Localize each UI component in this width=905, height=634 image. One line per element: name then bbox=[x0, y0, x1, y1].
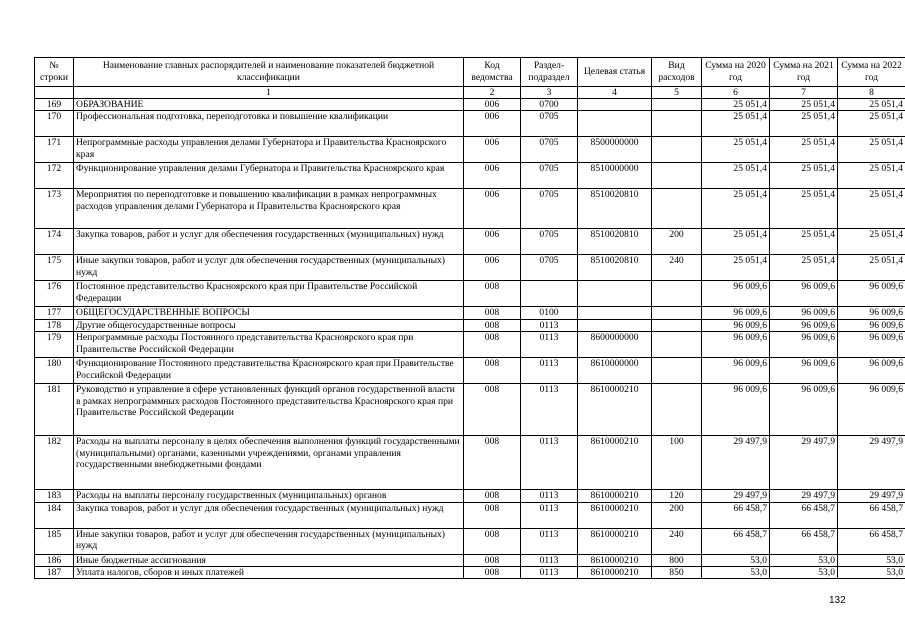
column-number: 6 bbox=[702, 87, 770, 99]
sum-2020-cell: 29 497,9 bbox=[702, 490, 770, 502]
name-cell: Иные бюджетные ассигнования bbox=[74, 554, 464, 566]
sum-2022-cell: 96 009,6 bbox=[838, 358, 905, 384]
section-cell: 0113 bbox=[521, 319, 578, 331]
column-number: 8 bbox=[838, 87, 905, 99]
table-row bbox=[35, 255, 905, 281]
sum-2021-cell: 96 009,6 bbox=[770, 384, 838, 436]
department-code-cell: 008 bbox=[464, 554, 521, 566]
expense-type-cell bbox=[652, 137, 702, 163]
sum-2021-cell: 96 009,6 bbox=[770, 319, 838, 331]
row-number-cell: 183 bbox=[35, 490, 74, 502]
sum-2022-cell: 96 009,6 bbox=[838, 307, 905, 319]
expense-type-cell bbox=[652, 189, 702, 229]
sum-2021-cell: 53,0 bbox=[770, 554, 838, 566]
target-article-cell bbox=[578, 319, 652, 331]
column-number: 5 bbox=[652, 87, 702, 99]
department-code-cell: 008 bbox=[464, 567, 521, 579]
page-number: 132 bbox=[829, 595, 846, 606]
target-article-cell: 8610000210 bbox=[578, 384, 652, 436]
sum-2022-cell: 53,0 bbox=[838, 567, 905, 579]
table-header bbox=[35, 58, 905, 99]
sum-2022-cell: 25 051,4 bbox=[838, 163, 905, 189]
name-cell: Функционирование Постоянного представительства Красноярского края при Правительстве Российской Федерации bbox=[74, 358, 464, 384]
row-number-cell: 173 bbox=[35, 189, 74, 229]
department-code-cell: 006 bbox=[464, 163, 521, 189]
sum-2021-cell: 96 009,6 bbox=[770, 281, 838, 307]
sum-2021-cell: 96 009,6 bbox=[770, 358, 838, 384]
target-article-cell bbox=[578, 307, 652, 319]
target-article-cell: 8610000210 bbox=[578, 554, 652, 566]
name-cell: Закупка товаров, работ и услуг для обеспечения государственных (муниципальных) нужд bbox=[74, 502, 464, 528]
section-cell: 0705 bbox=[521, 137, 578, 163]
table-row bbox=[35, 358, 905, 384]
sum-2022-cell: 29 497,9 bbox=[838, 436, 905, 490]
expense-type-cell: 240 bbox=[652, 528, 702, 554]
name-cell: Непрограммные расходы управления делами Губернатора и Правительства Красноярского края bbox=[74, 137, 464, 163]
expense-type-cell bbox=[652, 111, 702, 137]
target-article-cell: 8510020810 bbox=[578, 255, 652, 281]
header-department-code: Код ведомства bbox=[464, 58, 521, 87]
table-row bbox=[35, 554, 905, 566]
table-row bbox=[35, 307, 905, 319]
expense-type-cell bbox=[652, 319, 702, 331]
header-sum-2021: Сумма на 2021 год bbox=[770, 58, 838, 87]
name-cell: Иные закупки товаров, работ и услуг для обеспечения государственных (муниципальных) нужд bbox=[74, 255, 464, 281]
row-number-cell: 170 bbox=[35, 111, 74, 137]
sum-2022-cell: 96 009,6 bbox=[838, 319, 905, 331]
sum-2021-cell: 96 009,6 bbox=[770, 307, 838, 319]
table-body bbox=[35, 99, 905, 579]
target-article-cell: 8510020810 bbox=[578, 229, 652, 255]
row-number-cell: 177 bbox=[35, 307, 74, 319]
section-cell: 0113 bbox=[521, 358, 578, 384]
section-cell: 0113 bbox=[521, 528, 578, 554]
name-cell: ОБЩЕГОСУДАРСТВЕННЫЕ ВОПРОСЫ bbox=[74, 307, 464, 319]
sum-2021-cell: 25 051,4 bbox=[770, 163, 838, 189]
expense-type-cell bbox=[652, 163, 702, 189]
sum-2020-cell: 66 458,7 bbox=[702, 528, 770, 554]
row-number-cell: 178 bbox=[35, 319, 74, 331]
row-number-cell: 185 bbox=[35, 528, 74, 554]
table-row bbox=[35, 567, 905, 579]
sum-2020-cell: 25 051,4 bbox=[702, 229, 770, 255]
table-row bbox=[35, 229, 905, 255]
expense-type-cell bbox=[652, 358, 702, 384]
department-code-cell: 008 bbox=[464, 384, 521, 436]
sum-2020-cell: 53,0 bbox=[702, 554, 770, 566]
target-article-cell: 8610000210 bbox=[578, 502, 652, 528]
expense-type-cell: 240 bbox=[652, 255, 702, 281]
row-number-cell: 171 bbox=[35, 137, 74, 163]
sum-2020-cell: 96 009,6 bbox=[702, 332, 770, 358]
sum-2022-cell: 96 009,6 bbox=[838, 332, 905, 358]
table-row bbox=[35, 189, 905, 229]
table-row bbox=[35, 137, 905, 163]
department-code-cell: 008 bbox=[464, 436, 521, 490]
expense-type-cell bbox=[652, 307, 702, 319]
name-cell: Профессиональная подготовка, переподготовка и повышение квалификации bbox=[74, 111, 464, 137]
table-row bbox=[35, 332, 905, 358]
budget-table bbox=[34, 57, 905, 579]
sum-2022-cell: 29 497,9 bbox=[838, 490, 905, 502]
sum-2021-cell: 25 051,4 bbox=[770, 99, 838, 111]
sum-2020-cell: 96 009,6 bbox=[702, 319, 770, 331]
column-number: 7 bbox=[770, 87, 838, 99]
sum-2022-cell: 66 458,7 bbox=[838, 502, 905, 528]
name-cell: Расходы на выплаты персоналу в целях обеспечения выполнения функций государственными (муниципальными) органами, казенными учреждениями, органами управления государственными внебюджетными фондами bbox=[74, 436, 464, 490]
column-number: 2 bbox=[464, 87, 521, 99]
header-section: Раздел-подраздел bbox=[521, 58, 578, 87]
sum-2022-cell: 25 051,4 bbox=[838, 189, 905, 229]
section-cell: 0100 bbox=[521, 307, 578, 319]
section-cell: 0113 bbox=[521, 384, 578, 436]
table-row bbox=[35, 111, 905, 137]
sum-2022-cell: 53,0 bbox=[838, 554, 905, 566]
department-code-cell: 008 bbox=[464, 528, 521, 554]
name-cell: Руководство и управление в сфере установленных функций органов государственной власти в рамках непрограммных расходов Постоянного представительства Красноярского края при Правительстве Российской Федерации bbox=[74, 384, 464, 436]
header-expense-type: Вид расходов bbox=[652, 58, 702, 87]
department-code-cell: 008 bbox=[464, 332, 521, 358]
department-code-cell: 008 bbox=[464, 358, 521, 384]
table-row bbox=[35, 502, 905, 528]
row-number-cell: 172 bbox=[35, 163, 74, 189]
sum-2020-cell: 25 051,4 bbox=[702, 255, 770, 281]
expense-type-cell bbox=[652, 384, 702, 436]
department-code-cell: 008 bbox=[464, 502, 521, 528]
header-name: Наименование главных распорядителей и наименование показателей бюджетной классификации bbox=[74, 58, 464, 87]
sum-2020-cell: 25 051,4 bbox=[702, 189, 770, 229]
header-target-article: Целевая статья bbox=[578, 58, 652, 87]
target-article-cell: 8510000000 bbox=[578, 163, 652, 189]
header-sum-2020: Сумма на 2020 год bbox=[702, 58, 770, 87]
department-code-cell: 006 bbox=[464, 99, 521, 111]
expense-type-cell: 100 bbox=[652, 436, 702, 490]
expense-type-cell: 800 bbox=[652, 554, 702, 566]
sum-2020-cell: 96 009,6 bbox=[702, 384, 770, 436]
sum-2022-cell: 25 051,4 bbox=[838, 229, 905, 255]
target-article-cell bbox=[578, 281, 652, 307]
sum-2021-cell: 29 497,9 bbox=[770, 436, 838, 490]
table-row bbox=[35, 281, 905, 307]
sum-2020-cell: 96 009,6 bbox=[702, 358, 770, 384]
department-code-cell: 008 bbox=[464, 490, 521, 502]
row-number-cell: 180 bbox=[35, 358, 74, 384]
section-cell: 0113 bbox=[521, 490, 578, 502]
section-cell: 0705 bbox=[521, 229, 578, 255]
department-code-cell: 006 bbox=[464, 255, 521, 281]
sum-2021-cell: 25 051,4 bbox=[770, 255, 838, 281]
target-article-cell: 8600000000 bbox=[578, 332, 652, 358]
target-article-cell bbox=[578, 99, 652, 111]
target-article-cell: 8610000000 bbox=[578, 358, 652, 384]
section-cell bbox=[521, 281, 578, 307]
column-number: 1 bbox=[74, 87, 464, 99]
header-sum-2022: Сумма на 2022 год bbox=[838, 58, 905, 87]
name-cell: Постоянное представительство Красноярского края при Правительстве Российской Федерации bbox=[74, 281, 464, 307]
name-cell: Функционирование управления делами Губернатора и Правительства Красноярского края bbox=[74, 163, 464, 189]
sum-2022-cell: 66 458,7 bbox=[838, 528, 905, 554]
target-article-cell: 8610000210 bbox=[578, 490, 652, 502]
name-cell: Закупка товаров, работ и услуг для обеспечения государственных (муниципальных) нужд bbox=[74, 229, 464, 255]
sum-2022-cell: 25 051,4 bbox=[838, 111, 905, 137]
target-article-cell: 8610000210 bbox=[578, 567, 652, 579]
sum-2021-cell: 66 458,7 bbox=[770, 528, 838, 554]
row-number-cell: 176 bbox=[35, 281, 74, 307]
row-number-cell: 184 bbox=[35, 502, 74, 528]
target-article-cell bbox=[578, 111, 652, 137]
row-number-cell: 179 bbox=[35, 332, 74, 358]
sum-2022-cell: 96 009,6 bbox=[838, 281, 905, 307]
sum-2021-cell: 96 009,6 bbox=[770, 332, 838, 358]
target-article-cell: 8500000000 bbox=[578, 137, 652, 163]
sum-2022-cell: 96 009,6 bbox=[838, 384, 905, 436]
sum-2022-cell: 25 051,4 bbox=[838, 99, 905, 111]
sum-2020-cell: 25 051,4 bbox=[702, 137, 770, 163]
table-row bbox=[35, 163, 905, 189]
sum-2021-cell: 66 458,7 bbox=[770, 502, 838, 528]
sum-2021-cell: 25 051,4 bbox=[770, 229, 838, 255]
table-row bbox=[35, 528, 905, 554]
name-cell: Иные закупки товаров, работ и услуг для обеспечения государственных (муниципальных) нужд bbox=[74, 528, 464, 554]
sum-2021-cell: 53,0 bbox=[770, 567, 838, 579]
sum-2022-cell: 25 051,4 bbox=[838, 255, 905, 281]
department-code-cell: 006 bbox=[464, 137, 521, 163]
sum-2021-cell: 25 051,4 bbox=[770, 111, 838, 137]
header-row-number: № строки bbox=[35, 58, 74, 87]
expense-type-cell bbox=[652, 281, 702, 307]
sum-2021-cell: 25 051,4 bbox=[770, 137, 838, 163]
sum-2020-cell: 29 497,9 bbox=[702, 436, 770, 490]
sum-2020-cell: 25 051,4 bbox=[702, 99, 770, 111]
expense-type-cell: 200 bbox=[652, 229, 702, 255]
section-cell: 0705 bbox=[521, 189, 578, 229]
row-number-cell: 182 bbox=[35, 436, 74, 490]
table-row bbox=[35, 99, 905, 111]
sum-2021-cell: 25 051,4 bbox=[770, 189, 838, 229]
section-cell: 0705 bbox=[521, 255, 578, 281]
column-number: 4 bbox=[578, 87, 652, 99]
target-article-cell: 8610000210 bbox=[578, 528, 652, 554]
section-cell: 0700 bbox=[521, 99, 578, 111]
row-number-cell: 181 bbox=[35, 384, 74, 436]
sum-2020-cell: 66 458,7 bbox=[702, 502, 770, 528]
sum-2021-cell: 29 497,9 bbox=[770, 490, 838, 502]
row-number-cell: 169 bbox=[35, 99, 74, 111]
name-cell: Уплата налогов, сборов и иных платежей bbox=[74, 567, 464, 579]
section-cell: 0113 bbox=[521, 436, 578, 490]
table-row bbox=[35, 436, 905, 490]
target-article-cell: 8610000210 bbox=[578, 436, 652, 490]
table-row bbox=[35, 384, 905, 436]
sum-2020-cell: 25 051,4 bbox=[702, 111, 770, 137]
name-cell: Мероприятия по переподготовке и повышению квалификации в рамках непрограммных расходов управления делами Губернатора и Правительства Красноярского края bbox=[74, 189, 464, 229]
name-cell: Непрограммные расходы Постоянного представительства Красноярского края при Правительстве Российской Федерации bbox=[74, 332, 464, 358]
column-number-row bbox=[35, 87, 905, 99]
expense-type-cell: 850 bbox=[652, 567, 702, 579]
expense-type-cell: 120 bbox=[652, 490, 702, 502]
name-cell: ОБРАЗОВАНИЕ bbox=[74, 99, 464, 111]
department-code-cell: 006 bbox=[464, 189, 521, 229]
department-code-cell: 008 bbox=[464, 319, 521, 331]
department-code-cell: 006 bbox=[464, 111, 521, 137]
sum-2020-cell: 25 051,4 bbox=[702, 163, 770, 189]
target-article-cell: 8510020810 bbox=[578, 189, 652, 229]
department-code-cell: 008 bbox=[464, 281, 521, 307]
section-cell: 0113 bbox=[521, 567, 578, 579]
section-cell: 0113 bbox=[521, 554, 578, 566]
name-cell: Другие общегосударственные вопросы bbox=[74, 319, 464, 331]
row-number-cell: 174 bbox=[35, 229, 74, 255]
section-cell: 0705 bbox=[521, 111, 578, 137]
column-number bbox=[35, 87, 74, 99]
header-row bbox=[35, 58, 905, 87]
expense-type-cell bbox=[652, 332, 702, 358]
expense-type-cell: 200 bbox=[652, 502, 702, 528]
table-row bbox=[35, 319, 905, 331]
section-cell: 0113 bbox=[521, 502, 578, 528]
sum-2020-cell: 96 009,6 bbox=[702, 281, 770, 307]
section-cell: 0113 bbox=[521, 332, 578, 358]
row-number-cell: 187 bbox=[35, 567, 74, 579]
column-number: 3 bbox=[521, 87, 578, 99]
table-row bbox=[35, 490, 905, 502]
row-number-cell: 186 bbox=[35, 554, 74, 566]
sum-2022-cell: 25 051,4 bbox=[838, 137, 905, 163]
row-number-cell: 175 bbox=[35, 255, 74, 281]
sum-2020-cell: 96 009,6 bbox=[702, 307, 770, 319]
section-cell: 0705 bbox=[521, 163, 578, 189]
name-cell: Расходы на выплаты персоналу государственных (муниципальных) органов bbox=[74, 490, 464, 502]
department-code-cell: 006 bbox=[464, 229, 521, 255]
department-code-cell: 008 bbox=[464, 307, 521, 319]
expense-type-cell bbox=[652, 99, 702, 111]
sum-2020-cell: 53,0 bbox=[702, 567, 770, 579]
